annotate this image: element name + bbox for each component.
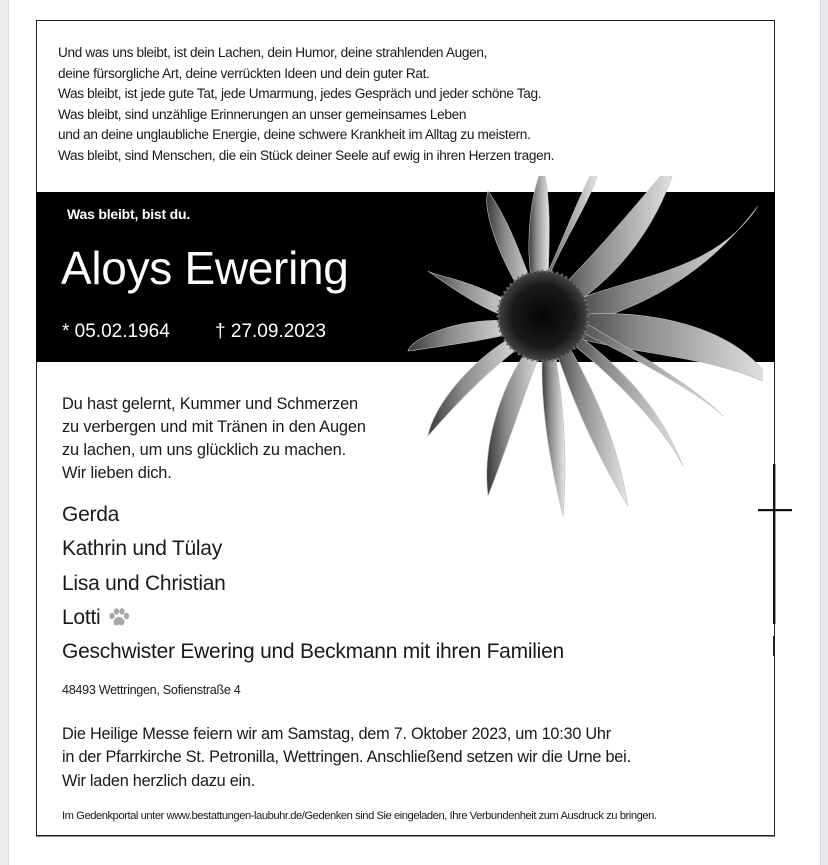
poem-line: Und was uns bleibt, ist dein Lachen, dein Humor, deine strahlenden Augen, <box>58 45 488 61</box>
mass-line: Die Heilige Messe feiern wir am Samstag, dem 7. Oktober 2023, um 10:30 Uhr <box>62 725 611 743</box>
mourner <box>62 635 564 669</box>
mourner <box>62 498 564 532</box>
verse-line: Du hast gelernt, Kummer und Schmerzen <box>62 395 358 413</box>
petals <box>408 176 763 516</box>
mass-line: in der Pfarrkirche St. Petronilla, Wettringen. Anschließend setzen wir die Urne bei. <box>62 748 631 767</box>
verse-line: zu lachen, um uns glücklich zu machen. <box>62 441 347 459</box>
verse <box>62 393 366 485</box>
divider-mark <box>773 636 775 656</box>
mourner-name: Gerda <box>62 503 120 526</box>
poem-line: Was bleibt, sind unzählige Erinnerungen an unser gemeinsames Leben <box>58 106 467 123</box>
page-left-edge <box>0 0 9 865</box>
scrollbar-track[interactable] <box>820 0 828 865</box>
verse-line: Wir lieben dich. <box>62 464 172 482</box>
mourner <box>62 567 564 601</box>
deceased-name: Aloys Ewering <box>61 242 349 294</box>
birth-date: * 05.02.1964 <box>62 321 170 342</box>
cross-icon <box>758 464 794 624</box>
mass-line: Wir laden herzlich dazu ein. <box>62 771 255 790</box>
paw-icon <box>108 608 130 628</box>
memorial-portal-note: Im Gedenkportal unter www.bestattungen-laubuhr.de/Gedenken sind Sie eingeladen, Ihre Verbundenheit zum Ausdruck zu bringen. <box>62 810 657 822</box>
verse-line: zu verbergen und mit Tränen in den Augen <box>62 418 366 436</box>
mourner-name: Lisa und Christian <box>62 571 226 595</box>
mourner-name: Geschwister Ewering und Beckmann mit ihren Familien <box>62 640 564 664</box>
mass-announcement <box>62 723 631 793</box>
life-dates <box>62 321 326 343</box>
banner-motto: Was bleibt, bist du. <box>67 206 191 222</box>
poem-line: deine fürsorgliche Art, deine verrückten Ideen und dein guter Rat. <box>58 65 430 82</box>
mourner <box>62 532 564 566</box>
mourner-name: Kathrin und Tülay <box>62 537 222 561</box>
poem-line: Was bleibt, sind Menschen, die ein Stück deiner Seele auf ewig in ihren Herzen tragen. <box>58 147 555 164</box>
mourner-name: Lotti <box>62 605 101 629</box>
mourner <box>62 601 564 635</box>
obituary-notice <box>36 20 775 836</box>
mourners-list <box>62 498 564 669</box>
poem-line: Was bleibt, ist jede gute Tat, jede Umarmung, jedes Gespräch und jeder schöne Tag. <box>58 86 542 103</box>
poem-line: und an deine unglaubliche Energie, deine schwere Krankheit im Alltag zu meistern. <box>58 127 531 144</box>
flower-icon <box>403 176 763 526</box>
death-date: † 27.09.2023 <box>215 321 326 342</box>
address: 48493 Wettringen, Sofienstraße 4 <box>62 683 241 697</box>
memorial-poem <box>58 43 730 167</box>
